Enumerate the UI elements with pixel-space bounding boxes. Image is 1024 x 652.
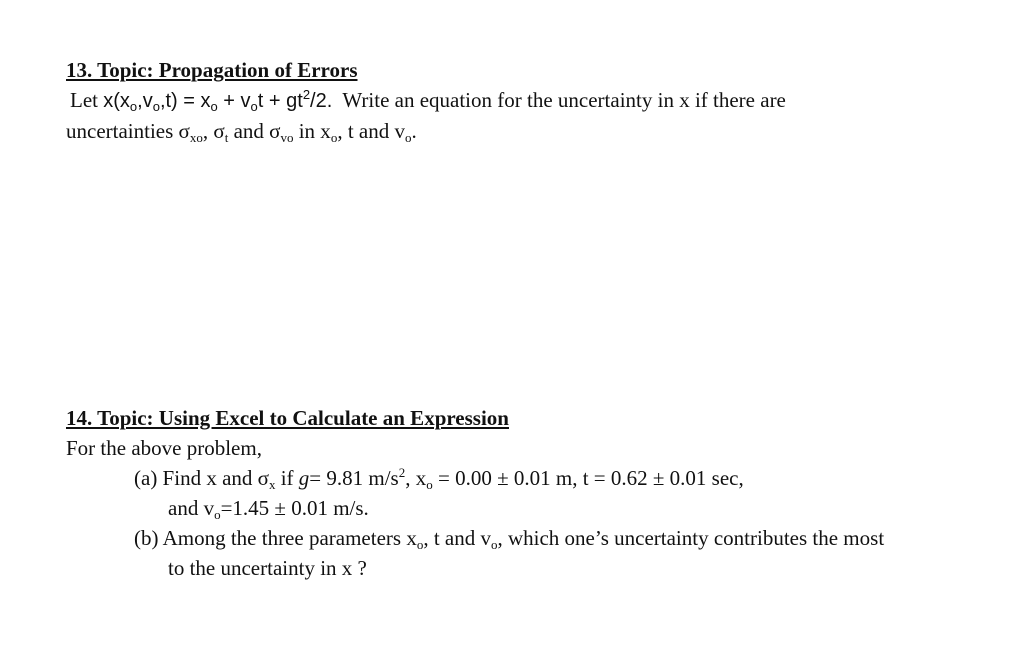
item-a-line-2: and $v_o=1.45 \pm 0.01$ m/s. — [168, 496, 369, 522]
item-b-line-2: to the uncertainty in x ? — [168, 556, 367, 580]
problem-14-heading: 14. Topic: Using Excel to Calculate an Expression — [66, 406, 509, 430]
problem-14-item-a — [66, 463, 986, 523]
problem-13-instruction: Write an equation for the uncertainty in x if there are — [342, 88, 786, 112]
problem-13 — [66, 55, 966, 146]
equation-x: $x(x_o,v_o,t) = x_o + v_ot + gt^2/2$. — [103, 87, 333, 114]
item-b-line-1: (b) Among the three parameters $x_o$, t and $v_o$, which one’s uncertainty contributes the most — [134, 526, 885, 552]
problem-13-line-2: uncertainties $\sigma_{xo}$, $\sigma_t$ and $\sigma_{vo}$ in $x_o$, t and $v_o$. — [66, 119, 417, 145]
problem-13-heading: 13. Topic: Propagation of Errors — [66, 58, 358, 82]
let-word: Let — [70, 88, 98, 112]
problem-13-line-1 — [66, 85, 966, 116]
item-a-line-1: (a) Find x and $\sigma_x$ if g= 9.81 $m/s^2$, $x_o = 0.00 \pm 0.01$ m, t = 0.62 ± 0.01 sec, — [134, 465, 744, 492]
problem-14 — [66, 403, 986, 583]
problem-14-item-b — [66, 523, 986, 583]
problem-14-intro: For the above problem, — [66, 436, 262, 460]
